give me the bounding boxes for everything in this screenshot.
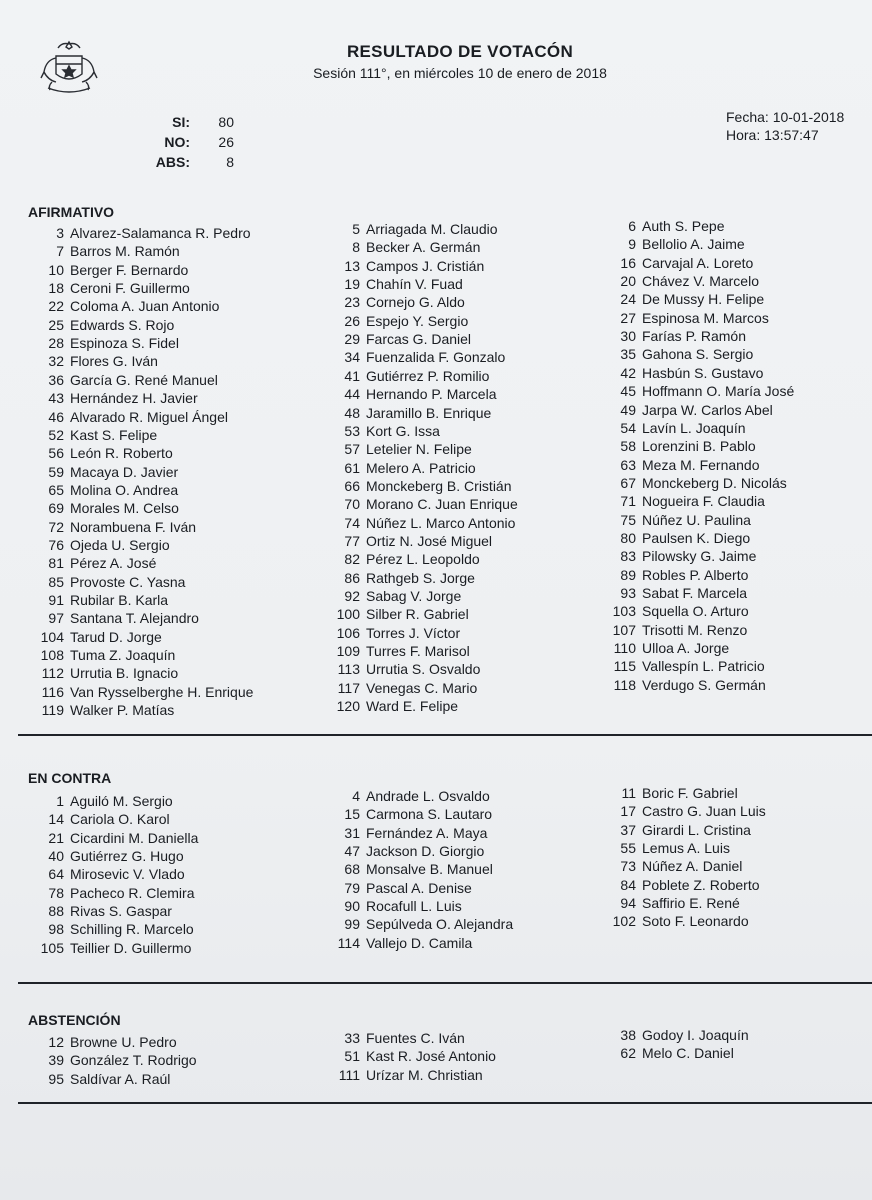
entry-number: 62 [620, 1045, 636, 1062]
entry-number: 11 [621, 785, 636, 801]
entry-name: Kort G. Issa [366, 422, 440, 439]
entry-number: 19 [344, 276, 360, 293]
entry-name: Alvarado R. Miguel Ángel [70, 408, 228, 425]
entry-number: 118 [613, 676, 636, 693]
entry-name: Chahín V. Fuad [366, 276, 463, 293]
session-subtitle: Sesión 111°, en miércoles 10 de enero de 2018 [313, 65, 607, 81]
count-value: 8 [226, 154, 234, 170]
entry-name: Robles P. Alberto [642, 566, 749, 583]
entry-number: 31 [344, 824, 360, 841]
entry-number: 51 [344, 1048, 360, 1065]
entry-number: 8 [352, 239, 360, 256]
entry-name: Rivas S. Gaspar [70, 903, 172, 920]
entry-name: Berger F. Bernardo [70, 261, 189, 278]
entry-name: De Mussy H. Felipe [642, 291, 765, 308]
entry-number: 56 [48, 445, 64, 462]
entry-number: 99 [344, 916, 360, 933]
entry-number: 88 [48, 903, 64, 920]
entry-name: Campos J. Cristián [366, 257, 485, 274]
entry-name: Letelier N. Felipe [366, 441, 472, 458]
entry-name: Tuma Z. Joaquín [70, 647, 176, 664]
entry-name: Lavín L. Joaquín [642, 419, 746, 436]
entry-number: 82 [344, 551, 360, 568]
entry-number: 6 [628, 218, 636, 234]
entry-name: Espejo Y. Sergio [366, 312, 469, 329]
entry-name: Soto F. Leonardo [642, 913, 749, 930]
entry-name: Becker A. Germán [366, 239, 481, 256]
entry-number: 1 [56, 793, 64, 809]
entry-name: Monckeberg B. Cristián [366, 477, 512, 494]
entry-number: 18 [48, 280, 64, 297]
entry-name: Turres F. Marisol [366, 643, 470, 660]
entry-name: Urrutia S. Osvaldo [366, 661, 481, 678]
entry-name: Ulloa A. Jorge [642, 640, 730, 657]
entry-number: 27 [620, 309, 636, 326]
entry-number: 54 [620, 419, 636, 436]
entry-number: 98 [48, 921, 64, 938]
entry-number: 36 [48, 371, 64, 388]
entry-number: 23 [344, 294, 360, 311]
entry-number: 32 [48, 353, 64, 370]
entry-name: Pacheco R. Clemira [70, 884, 195, 901]
entry-name: Monsalve B. Manuel [366, 861, 493, 878]
entry-name: Gahona S. Sergio [642, 346, 754, 363]
entry-name: García G. René Manuel [70, 371, 218, 388]
entry-name: Silber R. Gabriel [366, 606, 469, 623]
entry-number: 106 [336, 624, 360, 641]
entry-number: 90 [344, 898, 360, 915]
entry-name: Jackson D. Giorgio [366, 843, 485, 860]
entry-number: 35 [620, 346, 636, 363]
entry-number: 94 [620, 895, 636, 912]
entry-number: 37 [620, 821, 636, 838]
entry-number: 89 [620, 566, 636, 583]
entry-number: 119 [41, 702, 64, 719]
entry-number: 116 [41, 683, 64, 700]
entry-number: 52 [48, 426, 64, 443]
entry-name: Núñez U. Paulina [642, 511, 751, 528]
entry-name: Sepúlveda O. Alejandra [366, 916, 514, 933]
section-title-en-contra: EN CONTRA [28, 770, 112, 786]
entry-name: Urízar M. Christian [366, 1066, 483, 1083]
entry-name: Núñez L. Marco Antonio [366, 514, 516, 531]
entry-name: Molina O. Andrea [70, 481, 179, 498]
entry-name: Boric F. Gabriel [642, 785, 738, 801]
entry-number: 55 [620, 840, 636, 857]
entry-name: Meza M. Fernando [642, 456, 760, 473]
entry-number: 65 [48, 481, 64, 498]
entry-number: 21 [48, 829, 64, 846]
entry-name: Hernando P. Marcela [366, 386, 497, 403]
entry-name: Tarud D. Jorge [70, 628, 162, 645]
entry-number: 76 [48, 536, 64, 553]
entry-number: 7 [56, 243, 64, 260]
entry-number: 61 [344, 459, 360, 476]
entry-number: 68 [344, 861, 360, 878]
entry-number: 109 [336, 643, 360, 660]
entry-number: 117 [337, 679, 360, 696]
entry-number: 40 [48, 848, 64, 865]
entry-name: Schilling R. Marcelo [70, 921, 194, 938]
entry-name: Pilowsky G. Jaime [642, 548, 757, 565]
entry-name: Farías P. Ramón [642, 328, 747, 345]
document-title: RESULTADO DE VOTACÓN [346, 42, 574, 61]
entry-name: Flores G. Iván [70, 353, 158, 370]
entry-name: Torres J. Víctor [366, 624, 461, 641]
entry-name: Paulsen K. Diego [642, 529, 751, 546]
entry-number: 105 [40, 939, 64, 956]
entry-name: Vallespín L. Patricio [642, 658, 765, 675]
entry-name: Alvarez-Salamanca R. Pedro [70, 225, 251, 241]
entry-number: 10 [48, 261, 64, 278]
entry-number: 58 [620, 438, 636, 455]
entry-name: Ojeda U. Sergio [70, 536, 170, 553]
entry-number: 28 [48, 335, 64, 352]
entry-name: Saffirio E. René [642, 895, 740, 912]
entry-name: Girardi L. Cristina [642, 821, 751, 838]
entry-name: Van Rysselberghe H. Enrique [70, 683, 254, 700]
entry-name: Farcas G. Daniel [366, 331, 472, 348]
entry-name: Castro G. Juan Luis [642, 803, 766, 820]
entry-number: 14 [48, 811, 64, 828]
entry-number: 46 [48, 408, 64, 425]
count-label: ABS: [155, 154, 190, 170]
entry-number: 104 [40, 628, 64, 645]
entry-number: 33 [344, 1030, 360, 1046]
entry-name: Pérez A. José [70, 555, 157, 572]
entry-number: 107 [612, 621, 636, 638]
section-title-abstencion: ABSTENCIÓN [28, 1012, 121, 1028]
entry-number: 120 [336, 698, 360, 715]
entry-name: Mirosevic V. Vlado [70, 866, 185, 883]
entry-number: 41 [344, 367, 360, 384]
entry-name: Gutiérrez P. Romilio [366, 367, 490, 384]
entry-number: 59 [48, 463, 64, 480]
entry-number: 73 [620, 858, 636, 875]
entry-number: 22 [48, 298, 64, 315]
entry-number: 92 [344, 588, 360, 604]
entry-name: Kast R. José Antonio [366, 1048, 496, 1065]
entry-number: 25 [48, 316, 64, 333]
fecha-text: Fecha: 10-01-2018 [726, 109, 845, 125]
entry-name: Rubilar B. Karla [70, 592, 169, 608]
entry-number: 115 [613, 658, 636, 675]
section-divider [18, 1102, 872, 1104]
entry-name: Carmona S. Lautaro [366, 806, 493, 823]
entry-number: 95 [48, 1070, 64, 1087]
entry-number: 79 [344, 879, 360, 896]
entry-name: Pascal A. Denise [366, 879, 472, 896]
entry-number: 30 [620, 328, 636, 345]
entry-name: Gutiérrez G. Hugo [70, 848, 184, 865]
entry-name: Kast S. Felipe [70, 426, 158, 443]
entry-number: 47 [344, 843, 360, 860]
entry-name: Aguiló M. Sergio [70, 793, 173, 809]
entry-name: Jaramillo B. Enrique [366, 404, 492, 421]
entry-name: Arriagada M. Claudio [366, 221, 498, 237]
entry-number: 67 [620, 474, 636, 491]
entry-number: 103 [612, 603, 636, 620]
entry-number: 108 [40, 647, 64, 664]
entry-number: 93 [620, 585, 636, 601]
entry-name: Rocafull L. Luis [366, 898, 462, 915]
entry-number: 34 [344, 349, 360, 366]
entry-number: 49 [620, 401, 636, 418]
entry-number: 63 [620, 456, 636, 473]
entry-name: Morano C. Juan Enrique [366, 496, 518, 513]
entry-name: Hernández H. Javier [70, 390, 198, 407]
entry-number: 80 [620, 529, 636, 546]
entry-number: 26 [344, 312, 360, 329]
entry-name: Andrade L. Osvaldo [366, 788, 490, 804]
entry-name: Hasbún S. Gustavo [642, 364, 764, 381]
entry-name: Saldívar A. Raúl [70, 1070, 171, 1087]
count-value: 26 [218, 134, 234, 150]
entry-number: 71 [620, 493, 636, 510]
entry-name: Bellolio A. Jaime [642, 236, 745, 253]
entry-number: 81 [48, 555, 64, 572]
entry-name: González T. Rodrigo [70, 1052, 197, 1069]
entry-name: Melo C. Daniel [642, 1045, 734, 1062]
entry-number: 112 [41, 665, 64, 682]
entry-number: 13 [344, 257, 360, 274]
entry-number: 97 [48, 610, 64, 627]
entry-number: 84 [620, 876, 636, 893]
entry-name: León R. Roberto [70, 445, 173, 462]
entry-name: Ward E. Felipe [366, 698, 459, 715]
entry-name: Rathgeb S. Jorge [366, 569, 475, 586]
entry-name: Fuenzalida F. Gonzalo [366, 349, 506, 366]
entry-name: Venegas C. Mario [366, 679, 478, 696]
entry-number: 85 [48, 573, 64, 590]
entry-name: Fernández A. Maya [366, 824, 488, 841]
section-title-afirmativo: AFIRMATIVO [28, 204, 115, 220]
section-divider [18, 734, 872, 736]
entry-name: Morales M. Celso [70, 500, 179, 517]
entry-number: 66 [344, 477, 360, 494]
entry-number: 16 [620, 254, 636, 271]
entry-name: Trisotti M. Renzo [642, 621, 748, 638]
entry-number: 29 [344, 331, 360, 348]
count-value: 80 [218, 114, 234, 130]
entry-name: Pérez L. Leopoldo [366, 551, 480, 568]
entry-number: 3 [56, 225, 64, 241]
entry-number: 110 [613, 640, 636, 657]
entry-number: 45 [620, 383, 636, 400]
entry-number: 42 [620, 364, 636, 381]
entry-number: 17 [620, 803, 636, 820]
entry-name: Barros M. Ramón [70, 243, 180, 260]
entry-name: Poblete Z. Roberto [642, 876, 760, 893]
entry-number: 48 [344, 404, 360, 421]
entry-number: 78 [48, 884, 64, 901]
entry-name: Jarpa W. Carlos Abel [642, 401, 773, 418]
entry-number: 70 [344, 496, 360, 513]
hora-text: Hora: 13:57:47 [726, 127, 819, 143]
entry-name: Lorenzini B. Pablo [642, 438, 756, 455]
entry-name: Norambuena F. Iván [70, 518, 197, 535]
entry-name: Verdugo S. Germán [642, 676, 766, 693]
entry-number: 24 [620, 291, 636, 308]
entry-number: 57 [344, 441, 360, 458]
entry-name: Vallejo D. Camila [366, 934, 473, 951]
entry-name: Santana T. Alejandro [70, 610, 199, 627]
entry-number: 102 [612, 913, 636, 930]
entry-number: 9 [628, 236, 636, 253]
entry-name: Hoffmann O. María José [642, 383, 795, 400]
entry-name: Macaya D. Javier [70, 463, 179, 480]
count-label: SI: [172, 114, 190, 130]
entry-name: Cicardini M. Daniella [70, 829, 199, 846]
entry-number: 15 [344, 806, 360, 823]
entry-number: 53 [344, 422, 360, 439]
entry-name: Espinosa M. Marcos [642, 309, 769, 326]
entry-name: Melero A. Patricio [366, 459, 476, 476]
entry-number: 20 [620, 273, 636, 290]
entry-name: Urrutia B. Ignacio [70, 665, 179, 682]
entry-number: 100 [336, 606, 360, 623]
entry-number: 39 [48, 1052, 64, 1069]
entry-name: Teillier D. Guillermo [70, 939, 192, 956]
entry-name: Walker P. Matías [70, 702, 175, 719]
entry-number: 12 [48, 1034, 64, 1050]
entry-name: Sabag V. Jorge [366, 588, 462, 604]
entry-name: Lemus A. Luis [642, 840, 730, 857]
entry-name: Nogueira F. Claudia [642, 493, 765, 510]
entry-number: 75 [620, 511, 636, 528]
entry-number: 44 [344, 386, 360, 403]
entry-number: 43 [48, 390, 64, 407]
entry-number: 4 [352, 788, 360, 804]
entry-number: 91 [48, 592, 64, 608]
entry-name: Browne U. Pedro [70, 1034, 177, 1050]
entry-name: Edwards S. Rojo [70, 316, 175, 333]
entry-number: 83 [620, 548, 636, 565]
entry-name: Godoy I. Joaquín [642, 1027, 749, 1043]
entry-number: 113 [337, 661, 360, 678]
entry-name: Carvajal A. Loreto [642, 254, 754, 271]
entry-name: Monckeberg D. Nicolás [642, 474, 787, 491]
entry-number: 64 [48, 866, 64, 883]
entry-number: 74 [344, 514, 360, 531]
section-divider [18, 982, 872, 984]
entry-number: 72 [48, 518, 64, 535]
entry-number: 111 [338, 1066, 360, 1083]
entry-name: Auth S. Pepe [642, 218, 725, 234]
entry-number: 5 [352, 221, 360, 237]
entry-name: Ortiz N. José Miguel [366, 532, 493, 549]
entry-name: Ceroni F. Guillermo [70, 280, 190, 297]
entry-name: Cariola O. Karol [70, 811, 170, 828]
entry-name: Núñez A. Daniel [642, 858, 743, 875]
entry-name: Sabat F. Marcela [642, 585, 748, 601]
entry-name: Espinoza S. Fidel [70, 335, 179, 352]
entry-name: Chávez V. Marcelo [642, 273, 759, 290]
entry-name: Coloma A. Juan Antonio [70, 298, 220, 315]
entry-number: 114 [337, 934, 360, 951]
entry-name: Cornejo G. Aldo [366, 294, 465, 311]
entry-number: 86 [344, 569, 360, 586]
entry-number: 69 [48, 500, 64, 517]
date-time-block [726, 108, 844, 144]
entry-name: Fuentes C. Iván [366, 1030, 465, 1046]
entry-name: Provoste C. Yasna [70, 573, 186, 590]
entry-number: 77 [344, 532, 360, 549]
entry-name: Squella O. Arturo [642, 603, 749, 620]
entry-number: 38 [620, 1027, 636, 1043]
count-label: NO: [164, 134, 190, 150]
